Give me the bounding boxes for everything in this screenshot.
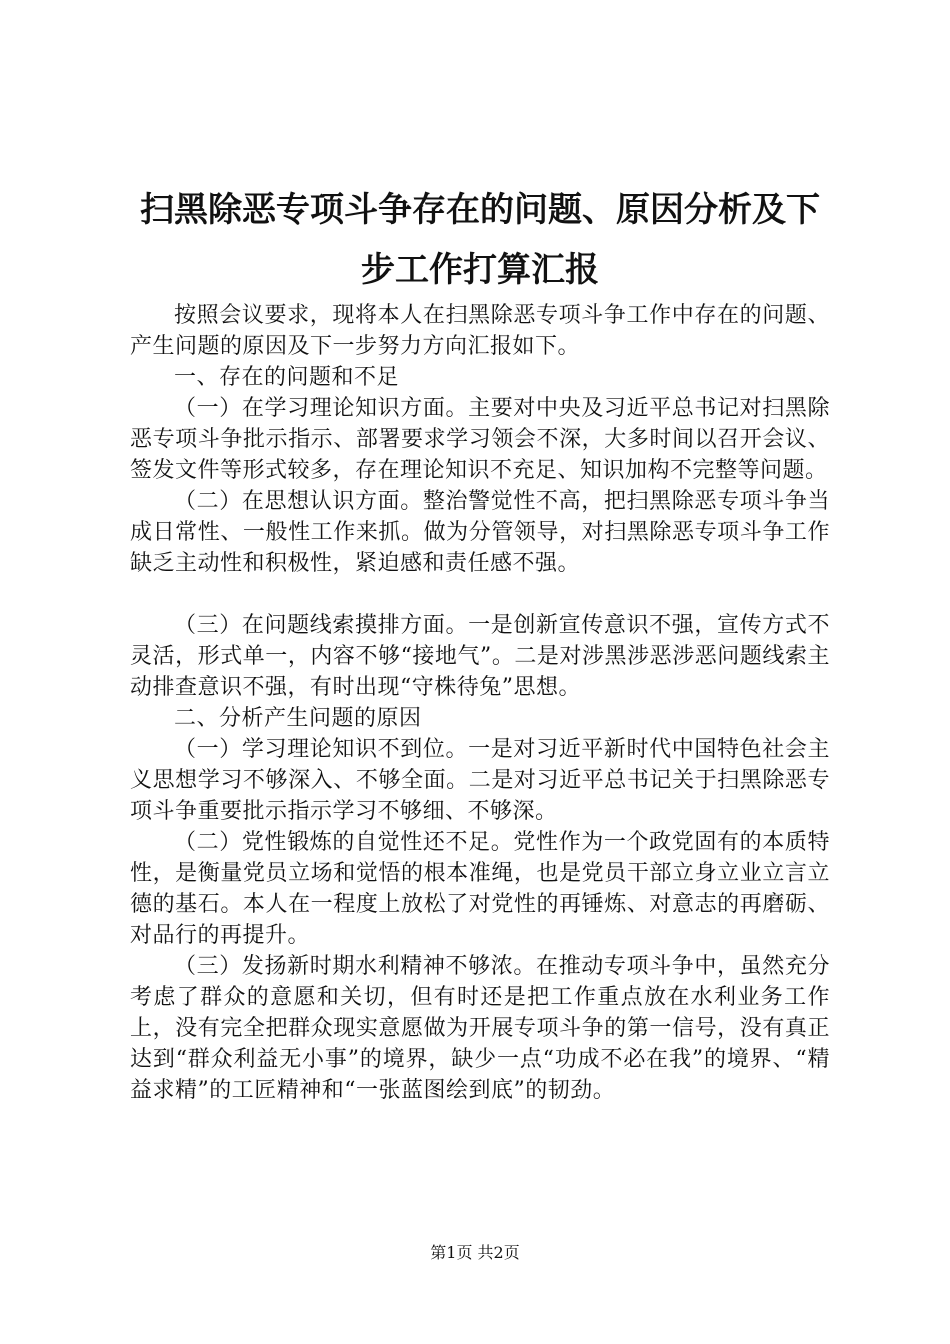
document-page xyxy=(130,0,830,1344)
section-heading-problems: 一、存在的问题和不足 xyxy=(174,365,400,390)
title-line-1: 扫黑除恶专项斗争存在的问题、原因分析及下 xyxy=(140,190,820,230)
cause-paragraph-2: （二）党性锻炼的自觉性还不足。党性作为一个政党固有的本质特性，是衡量党员立场和觉悟的根本准绳，也是党员干部立身立业立言立德的基石。本人在一程度上放松了对党性的再锤炼、对意志的再磨砺、对品行的再提升。 xyxy=(130,830,830,948)
cause-paragraph-1: （一）学习理论知识不到位。一是对习近平新时代中国特色社会主义思想学习不够深入、不够全面。二是对习近平总书记关于扫黑除恶专项斗争重要批示指示学习不够细、不够深。 xyxy=(130,737,830,824)
problem-paragraph-2: （二）在思想认识方面。整治警觉性不高，把扫黑除恶专项斗争当成日常性、一般性工作来抓。做为分管领导，对扫黑除恶专项斗争工作缺乏主动性和积极性，紧迫感和责任感不强。 xyxy=(130,489,830,576)
cause-paragraph-3: （三）发扬新时期水利精神不够浓。在推动专项斗争中，虽然充分考虑了群众的意愿和关切，但有时还是把工作重点放在水利业务工作上，没有完全把群众现实意愿做为开展专项斗争的第一信号，没有真正达到“群众利益无小事”的境界，缺少一点“功成不必在我”的境界、“精益求精”的工匠精神和“一张蓝图绘到底”的韧劲。 xyxy=(130,954,830,1103)
intro-paragraph: 按照会议要求，现将本人在扫黑除恶专项斗争工作中存在的问题、产生问题的原因及下一步努力方向汇报如下。 xyxy=(130,303,830,359)
page-footer: 第1页 共2页 xyxy=(430,1243,520,1262)
section-heading-causes: 二、分析产生问题的原因 xyxy=(174,706,422,731)
title-line-2: 步工作打算汇报 xyxy=(361,250,599,290)
problem-paragraph-3: （三）在问题线索摸排方面。一是创新宣传意识不强，宣传方式不灵活，形式单一，内容不够“接地气”。二是对涉黑涉恶涉恶问题线索主动排查意识不强，有时出现“守株待兔”思想。 xyxy=(130,613,830,700)
problem-paragraph-1: （一）在学习理论知识方面。主要对中央及习近平总书记对扫黑除恶专项斗争批示指示、部署要求学习领会不深，大多时间以召开会议、签发文件等形式较多，存在理论知识不充足、知识加构不完整等问题。 xyxy=(130,396,830,483)
document-body xyxy=(130,300,830,1106)
